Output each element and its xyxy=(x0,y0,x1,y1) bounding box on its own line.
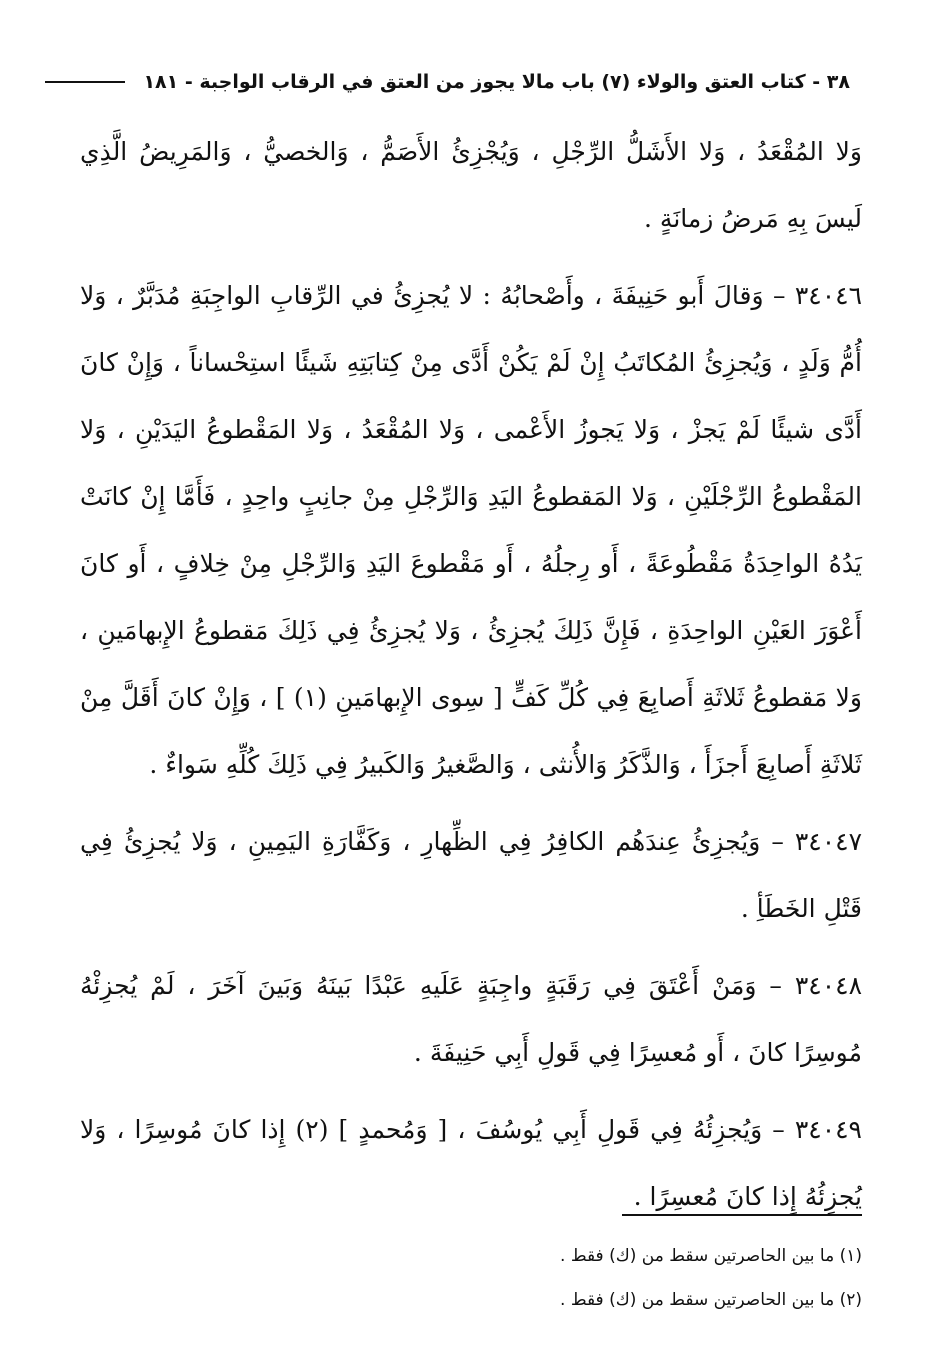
footnotes xyxy=(80,1234,862,1322)
footnote-2: (٢) ما بين الحاصرتين سقط من (ك) فقط . xyxy=(560,1290,862,1310)
paragraph-34047: ٣٤٠٤٧ – وَيُجزِئُ عِندَهُم الكافِرُ فِي الظِّهارِ ، وَكَفَّارَةِ اليَمِينِ ، وَلا يُجزِئُ فِي قَتْلِ الخَطَأِ . xyxy=(80,827,862,923)
paragraph-continuation: وَلا المُقْعَدُ ، وَلا الأَشَلُّ الرِّجْلِ ، وَيُجْزِئُ الأَصَمُّ ، وَالخصيُّ ، وَالمَرِيضُ الَّذِي لَيسَ بِهِ مَرضُ زمانَةٍ . xyxy=(80,137,862,233)
main-text xyxy=(80,118,862,1230)
footnote-1: (١) ما بين الحاصرتين سقط من (ك) فقط . xyxy=(560,1246,862,1266)
running-header xyxy=(80,62,860,102)
paragraph-34046: ٣٤٠٤٦ – وَقالَ أَبو حَنِيفَةَ ، وأَصْحابُهُ : لا يُجزِئُ في الرِّقابِ الواجِبَةِ مُدَبَّرٌ ، وَلا أُمُّ وَلَدٍ ، وَيُجزِئُ المُكاتَبُ إِنْ لَمْ يَكُنْ أَدَّى مِنْ كِتابَتِهِ شَيئًا استِحْساناً ، وَإِنْ كانَ أَدَّى شيئًا لَمْ يَجزْ ، وَلا يَجوزُ الأَعْمى ، وَلا المُقْعَدُ ، وَلا المَقْطوعُ اليَدَيْنِ ، وَلا المَقْطوعُ الرِّجْلَيْنِ ، وَلا المَقطوعُ اليَدِ وَالرِّجْلِ مِنْ جانِبٍ واحِدٍ ، فَأَمَّا إِنْ كانَتْ يَدُهُ الواحِدَةُ مَقْطُوعَةً ، أَو رِجلُهُ ، أَو مَقْطوعَ اليَدِ وَالرِّجْلِ مِنْ خِلافٍ ، أَو كانَ أَعْوَرَ العَيْنِ الواحِدَةِ ، فَإِنَّ ذَلِكَ يُجزِئُ ، وَلا يُجزِئُ فِي ذَلِكَ مَقطوعُ الإِبهامَينِ ، وَلا مَقطوعُ ثَلاثَةِ أَصابِعَ فِي كُلِّ كَفٍّ [ سِوى الإِبهامَينِ (١) ] ، وَإِنْ كانَ أَقَلَّ مِنْ ثَلاثَةِ أَصابِعَ أَجزَأَ ، وَالذَّكَرُ وَالأُنثى ، وَالصَّغيرُ وَالكَبيرُ فِي ذَلِكَ كُلِّهِ سَواءٌ . xyxy=(80,281,863,779)
header-title: ٣٨ - كتاب العتق والولاء (٧) باب مالا يجوز من العتق في الرقاب الواجبة - ١٨١ xyxy=(143,71,850,93)
paragraph-34048: ٣٤٠٤٨ – وَمَنْ أَعْتَقَ فِي رَقَبَةٍ واجِبَةٍ عَلَيهِ عَبْدًا بَينَهُ وَبَينَ آخَرَ ، لَمْ يُجزِئْهُ مُوسِرًا كانَ ، أَو مُعسِرًا فِي قَولِ أَبِي حَنِيفَةَ . xyxy=(80,971,862,1067)
footnote-separator xyxy=(622,1214,862,1216)
paragraph-34049: ٣٤٠٤٩ – وَيُجزِئُهُ فِي قَولِ أَبِي يُوسُفَ ، [ وَمُحمدٍ ] (٢) إِذا كانَ مُوسِرًا ، وَلا يُجزِئُهُ إِذا كانَ مُعسِرًا . xyxy=(80,1115,862,1211)
header-rule xyxy=(45,81,125,83)
